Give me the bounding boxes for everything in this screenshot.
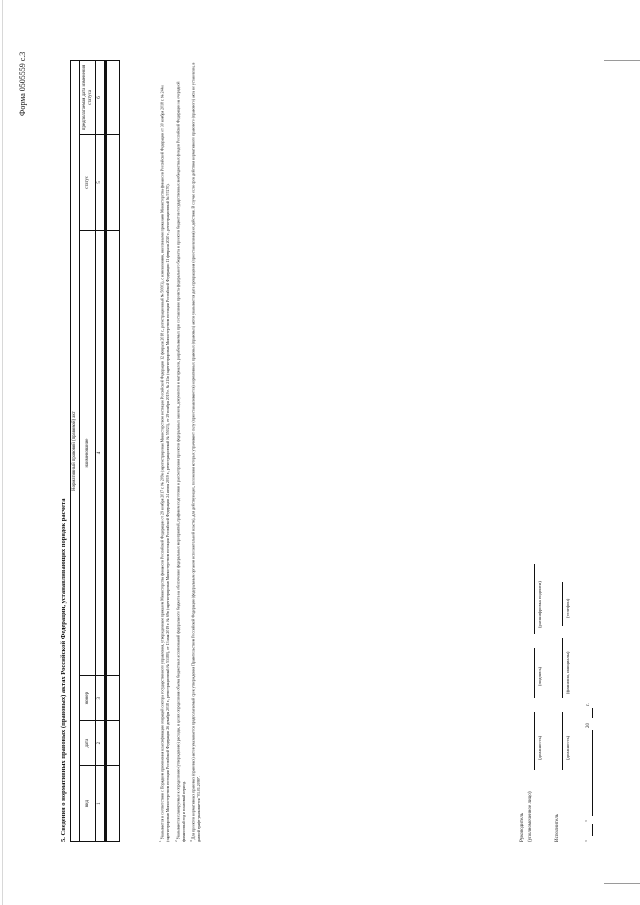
- head-decode-line: [534, 564, 535, 634]
- footnotes: [158, 60, 205, 842]
- table-cell: [106, 230, 120, 675]
- executor-label: Исполнитель: [555, 814, 560, 842]
- date-day-line: [592, 824, 593, 836]
- caption-position: (должность): [537, 735, 542, 760]
- footnote-3: [189, 60, 203, 842]
- date-month-line: [592, 730, 593, 816]
- executor-fio-line: [562, 638, 563, 698]
- footnote-3-text: Для проектов нормативных правовых (правовых) актов указывается предполагаемый срок утверждения Правительством Российской Федерации (федеральным органом исполнительной власти), для действующих, положения которых утрачивают силу (приостанавливаются) нормативных правовых (правовых) актов указывается дата прекращения (приостановления) их действия. В случае если срок действия нормативного правового (правового) акта не установлен, в данной графе указывается "01.01.2099".: [191, 62, 202, 842]
- footnote-1: [158, 60, 172, 842]
- footnote-2: [174, 60, 188, 842]
- table-cell: [106, 134, 120, 230]
- column-header: вид: [80, 766, 96, 842]
- column-number: 3: [96, 676, 106, 721]
- head-sublabel: (уполномоченное лицо): [528, 791, 533, 842]
- column-header: наименование: [80, 230, 96, 675]
- footnote-2-text: Указываются планируемые к определению (утверждению) расходы, в целях определения объема бюджетных ассигнований федерального бюджета на обеспечение федеральных мероприятий, графиком подготовки и рассмотрения проектов федеральных законов, документов и материалов, разрабатываемых при составлении проекта федерального бюджета и проектов бюджетов государственных внебюджетных фондов Российской Федерации на очередной финансовый год и плановый период.: [176, 81, 186, 842]
- executor-phone-line: [562, 582, 563, 626]
- table-cell: [106, 721, 120, 766]
- table-cell: [106, 676, 120, 721]
- form-code: Форма 0505559 с.3: [18, 51, 27, 116]
- column-number: 2: [96, 721, 106, 766]
- table-cell: [106, 766, 120, 842]
- table-header-row: [80, 61, 96, 842]
- date-quote-open: ": [586, 839, 591, 842]
- table-row: [106, 61, 120, 842]
- column-header: предполагаемая дата изменения статуса: [80, 61, 96, 135]
- column-header: дата: [80, 721, 96, 766]
- column-number: 4: [96, 230, 106, 675]
- legal-acts-table: [70, 60, 120, 842]
- caption-fio: (фамилия, инициалы): [565, 651, 570, 694]
- caption-position: (должность): [565, 735, 570, 760]
- head-signature-line: [534, 648, 535, 698]
- footnote-marker: 3: [189, 840, 194, 842]
- caption-signature: (подпись): [537, 666, 542, 686]
- caption-decode: (расшифровка подписи): [537, 581, 542, 628]
- column-number: 5: [96, 134, 106, 230]
- header-group-cell: Нормативный правовой (правовой) акт: [71, 61, 80, 842]
- rotated-form-sheet: [10, 16, 630, 888]
- column-header: номер: [80, 676, 96, 721]
- table-cell: [106, 61, 120, 135]
- head-position-line: [534, 712, 535, 770]
- column-numbers-row: [96, 61, 106, 842]
- head-label: Руководитель: [520, 812, 525, 842]
- column-header: статус: [80, 134, 96, 230]
- column-number: 1: [96, 766, 106, 842]
- executor-position-line: [562, 712, 563, 770]
- date-year-suffix: г.: [586, 703, 591, 706]
- date-quote-close: ": [586, 819, 591, 822]
- scan-edge-line: [2, 0, 3, 905]
- caption-phone: (телефон): [565, 598, 570, 618]
- footnote-marker: 2: [173, 840, 178, 842]
- date-year-line: [592, 708, 593, 718]
- table-header-group-row: [71, 61, 80, 842]
- section-title: 5. Сведения о нормативных правовых (правовых) актах Российской Федерации, устанавливающих порядок расчета: [60, 498, 67, 842]
- column-number: 6: [96, 61, 106, 135]
- footnote-marker: 1: [158, 840, 162, 842]
- date-year-prefix: 20: [586, 723, 591, 728]
- footnote-1-text: Указывается в соответствии с Порядком применения классификации операций сектора государственного управления, утвержденным приказом Министерства финансов Российской Федерации от 29 ноября 2017 г. № 209н (зарегистрирован Министерством юстиции Российской Федерации 12 февраля 2018 г., регистрационный № 50003), с изменениями, внесенными приказами Министерства финансов Российской Федерации от 30 ноября 2018 г. № 244н (зарегистрирован Министерством юстиции Российской Федерации 26 декабря 2018 г., регистрационный № 53180), от 13 мая 2019 г. № 69н (зарегистрирован Министерством юстиции Российской Федерации 24 июня 2019 г., регистрационный № 55023), от 29 ноября 2019 г. № 211н (зарегистрирован Министерством юстиции Российской Федерации 11 февраля 2020 г., регистрационный № 57470).: [160, 85, 170, 842]
